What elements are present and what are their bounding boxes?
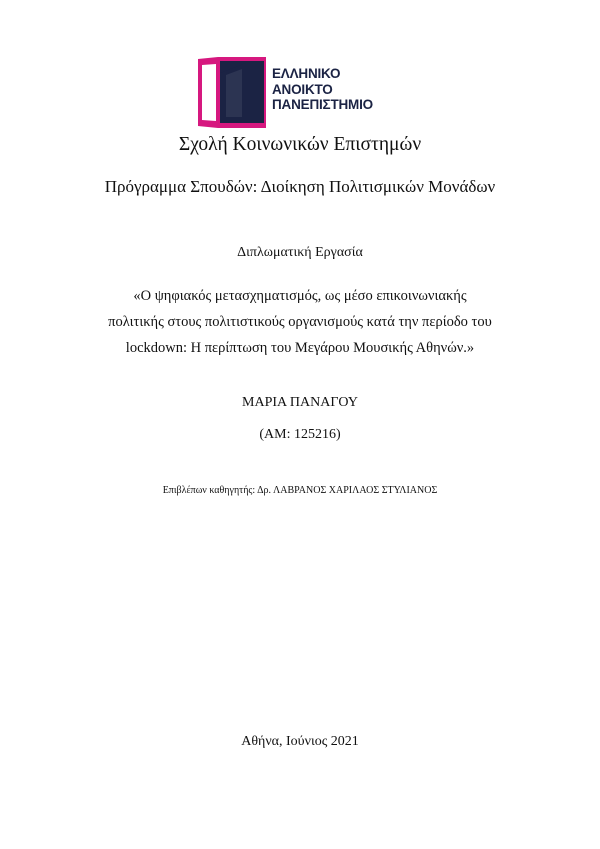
university-logo: [196, 55, 386, 130]
logo-emblem-icon: [196, 55, 270, 130]
thesis-title-line-3: lockdown: Η περίπτωση του Μεγάρου Μουσικής Αθηνών.»: [125, 340, 475, 356]
thesis-title-line-2: πολιτικής στους πολιτιστικούς οργανισμούς κατά την περίοδο του: [108, 314, 492, 330]
logo-line-2: ΑΝΟΙΚΤΟ: [272, 81, 333, 97]
supervisor: Επιβλέπων καθηγητής: Δρ. ΛΑΒΡΑΝΟΣ ΧΑΡΙΛΑΟΣ ΣΤΥΛΙΑΝΟΣ: [162, 485, 438, 496]
author-name: ΜΑΡΙΑ ΠΑΝΑΓΟΥ: [242, 395, 358, 410]
thesis-title-line-1: «Ο ψηφιακός μετασχηματισμός, ως μέσο επικοινωνιακής: [133, 288, 467, 304]
program-name: Πρόγραμμα Σπουδών: Διοίκηση Πολιτισμικών Μονάδων: [104, 177, 496, 196]
school-name: Σχολή Κοινωνικών Επιστημών: [178, 134, 422, 155]
logo-text: [272, 66, 373, 113]
thesis-label: Διπλωματική Εργασία: [237, 245, 363, 260]
logo-line-3: ΠΑΝΕΠΙΣΤΗΜΙΟ: [272, 97, 373, 112]
thesis-title: [0, 283, 600, 361]
student-id: (ΑΜ: 125216): [259, 427, 341, 442]
logo-line-1: ΕΛΛΗΝΙΚΟ: [272, 66, 341, 81]
place-date: Αθήνα, Ιούνιος 2021: [241, 734, 359, 749]
